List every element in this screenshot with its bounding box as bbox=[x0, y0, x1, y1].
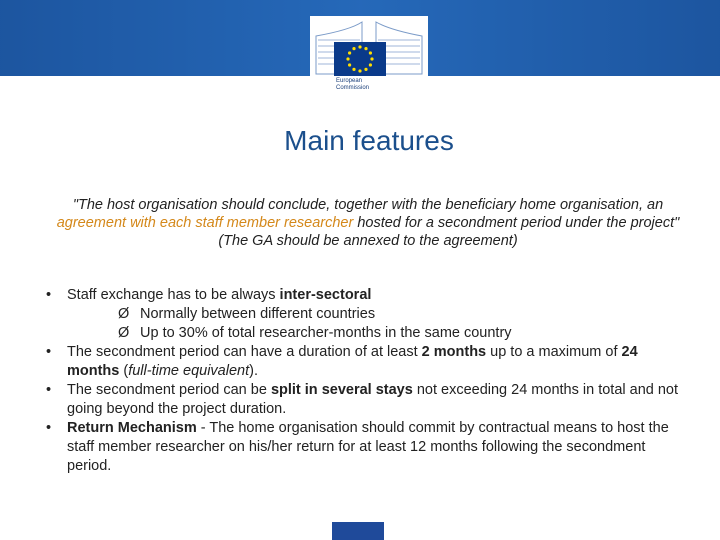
bullet-icon: • bbox=[46, 287, 52, 303]
bullet-text: The secondment period can be bbox=[67, 382, 271, 398]
arrow-bullet-icon: Ø bbox=[118, 325, 130, 341]
quote-highlight: agreement with each staff member researcher bbox=[56, 215, 354, 231]
logo-line1: European bbox=[336, 78, 363, 84]
sub-text: Normally between different countries bbox=[140, 306, 376, 322]
quote-paragraph bbox=[40, 196, 696, 250]
bullet-icon: • bbox=[46, 382, 52, 398]
bullet-bold: split in several stays bbox=[270, 382, 413, 398]
bullet-bold: 2 months bbox=[421, 344, 487, 360]
bullet-list bbox=[40, 286, 680, 476]
page-title: Main features bbox=[284, 125, 454, 156]
quote-part2: hosted for a secondment period under the project" (The GA should be annexed to the agreement) bbox=[218, 215, 680, 249]
sub-text: Up to 30% of total researcher-months in the same country bbox=[140, 325, 512, 341]
bullet-item-return bbox=[40, 419, 680, 476]
bullet-item-inter-sectoral bbox=[40, 286, 680, 305]
sub-item-countries bbox=[40, 305, 680, 324]
bullet-italic: full-time equivalent bbox=[128, 363, 250, 379]
bullet-icon: • bbox=[46, 344, 52, 360]
bullet-text: The secondment period can have a duration of at least bbox=[67, 344, 422, 360]
bullet-text: up to a maximum of bbox=[486, 344, 622, 360]
sub-item-same-country bbox=[40, 324, 680, 343]
bullet-item-duration bbox=[40, 343, 680, 381]
bullet-text: ). bbox=[249, 363, 258, 379]
arrow-bullet-icon: Ø bbox=[118, 306, 130, 322]
eu-flag-icon bbox=[334, 42, 386, 76]
quote-part1: "The host organisation should conclude, together with the beneficiary home organisation, an bbox=[72, 197, 664, 213]
bullet-bold: Return Mechanism bbox=[67, 420, 197, 436]
bullet-text: - The home organisation should commit by contractual means to host the staff member researcher on his/her return for at least 12 months following the secondment period. bbox=[67, 420, 669, 474]
bullet-text: not exceeding 24 months in total and not going beyond the project duration. bbox=[67, 382, 679, 417]
bullet-bold: 24 months bbox=[67, 344, 638, 379]
bullet-icon: • bbox=[46, 420, 52, 436]
bullet-item-split bbox=[40, 381, 680, 419]
footer-block bbox=[332, 522, 384, 540]
bullet-bold: inter-sectoral bbox=[279, 287, 372, 303]
logo-line2: Commission bbox=[336, 85, 370, 91]
bullet-text: ( bbox=[119, 363, 129, 379]
bullet-text: Staff exchange has to be always bbox=[67, 287, 280, 303]
logo-text bbox=[336, 78, 369, 92]
